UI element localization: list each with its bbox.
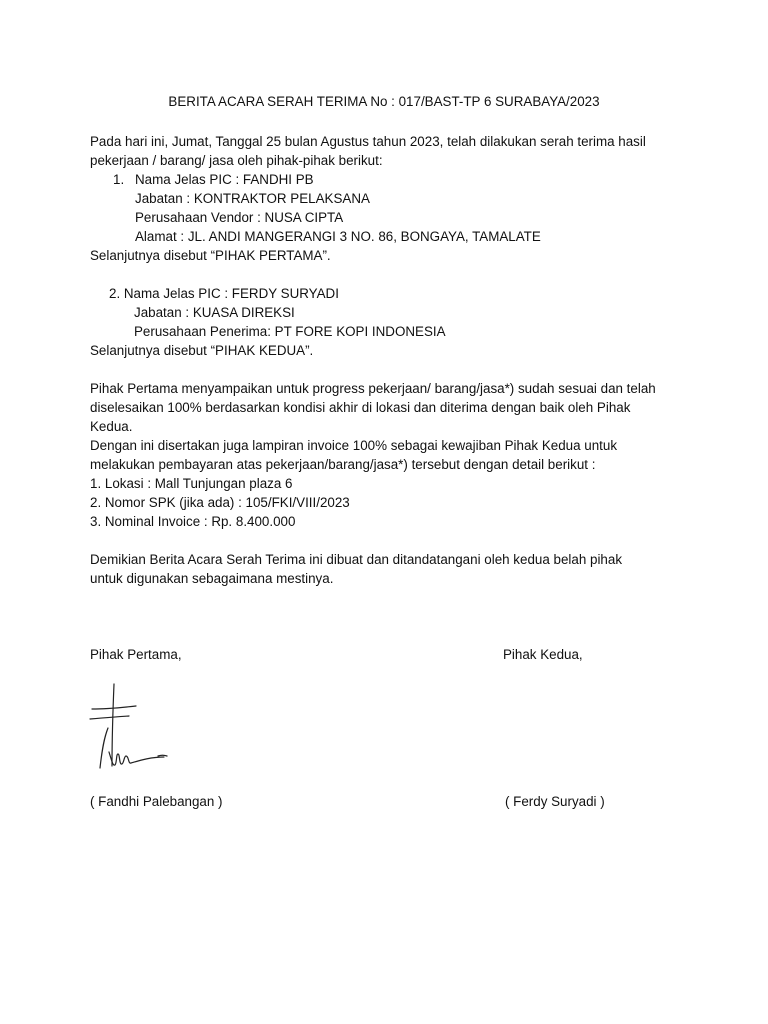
party2-company: Perusahaan Penerima: PT FORE KOPI INDONESIA [134,324,446,339]
party1-name: Nama Jelas PIC : FANDHI PB [135,172,314,187]
party2-referred: Selanjutnya disebut “PIHAK KEDUA”. [90,343,314,358]
closing-line-1: Demikian Berita Acara Serah Terima ini dibuat dan ditandatangani oleh kedua belah pihak [90,552,623,567]
body-line-2: diselesaikan 100% berdasarkan kondisi akhir di lokasi dan diterima dengan baik oleh Pihak [90,400,631,415]
signature-image [88,678,178,778]
party1-address: Alamat : JL. ANDI MANGERANGI 3 NO. 86, BONGAYA, TAMALATE [135,229,541,244]
intro-line-1: Pada hari ini, Jumat, Tanggal 25 bulan Agustus tahun 2023, telah dilakukan serah terima hasil [90,134,646,149]
party2-name: 2. Nama Jelas PIC : FERDY SURYADI [109,286,339,301]
party1-referred: Selanjutnya disebut “PIHAK PERTAMA”. [90,248,331,263]
party2-position: Jabatan : KUASA DIREKSI [134,305,295,320]
body-line-1: Pihak Pertama menyampaikan untuk progress pekerjaan/ barang/jasa*) sudah sesuai dan telah [90,381,656,396]
second-party-label: Pihak Kedua, [503,647,583,662]
party1-number: 1. [113,172,125,187]
body-line-3: Kedua. [90,419,133,434]
detail-spk-number: 2. Nomor SPK (jika ada) : 105/FKI/VIII/2023 [90,495,350,510]
closing-line-2: untuk digunakan sebagaimana mestinya. [90,571,334,586]
detail-invoice-amount: 3. Nominal Invoice : Rp. 8.400.000 [90,514,296,529]
body-line-5: melakukan pembayaran atas pekerjaan/barang/jasa*) tersebut dengan detail berikut : [90,457,596,472]
second-party-name: ( Ferdy Suryadi ) [505,794,605,809]
document-title: BERITA ACARA SERAH TERIMA No : 017/BAST-TP 6 SURABAYA/2023 [168,94,600,109]
party1-position: Jabatan : KONTRAKTOR PELAKSANA [135,191,370,206]
intro-line-2: pekerjaan / barang/ jasa oleh pihak-pihak berikut: [90,153,383,168]
detail-location: 1. Lokasi : Mall Tunjungan plaza 6 [90,476,293,491]
party1-company: Perusahaan Vendor : NUSA CIPTA [135,210,344,225]
body-line-4: Dengan ini disertakan juga lampiran invoice 100% sebagai kewajiban Pihak Kedua untuk [90,438,618,453]
first-party-label: Pihak Pertama, [90,647,182,662]
first-party-name: ( Fandhi Palebangan ) [90,794,223,809]
